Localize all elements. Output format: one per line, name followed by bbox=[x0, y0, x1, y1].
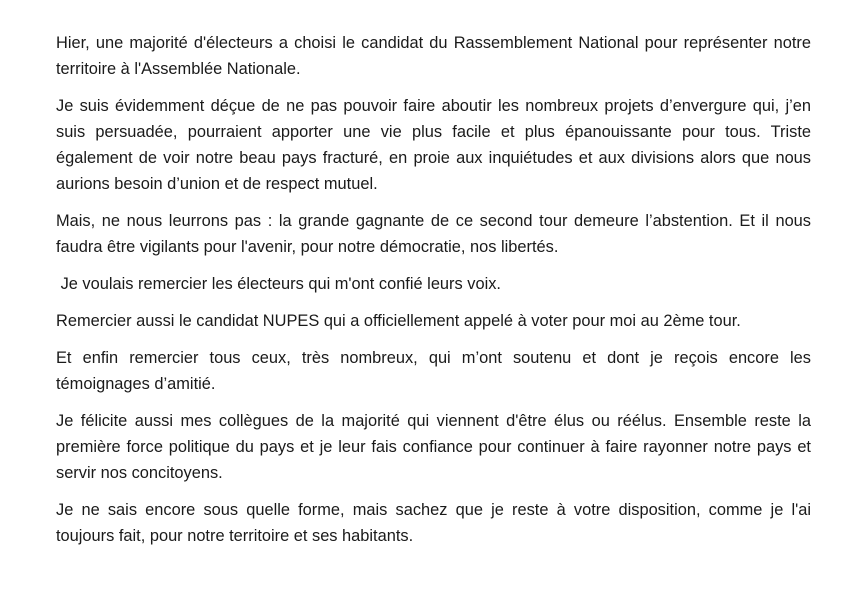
document-body bbox=[56, 30, 816, 560]
paragraph: Mais, ne nous leurrons pas : la grande gagnante de ce second tour demeure l’abstention. Et il nous faudra être vigilants pour l'avenir, pour notre démocratie, nos libertés. bbox=[56, 212, 816, 256]
paragraph: Je suis évidemment déçue de ne pas pouvoir faire aboutir les nombreux projets d’envergure qui, j’en suis persuadée, pourraient apporter une vie plus facile et plus épanouissante pour tous. Triste également de voir notre beau pays fracturé, en proie aux inquiétudes et aux divisions alors que nous aurions besoin d’union et de respect mutuel. bbox=[56, 97, 816, 193]
paragraph: Et enfin remercier tous ceux, très nombreux, qui m’ont soutenu et dont je reçois encore les témoignages d’amitié. bbox=[56, 349, 816, 393]
paragraph: Hier, une majorité d'électeurs a choisi le candidat du Rassemblement National pour représenter notre territoire à l'Assemblée Nationale. bbox=[56, 34, 816, 78]
paragraph: Je ne sais encore sous quelle forme, mais sachez que je reste à votre disposition, comme je l'ai toujours fait, pour notre territoire et ses habitants. bbox=[56, 501, 816, 545]
paragraph: Je félicite aussi mes collègues de la majorité qui viennent d'être élus ou réélus. Ensemble reste la première force politique du pays et je leur fais confiance pour continuer à faire rayonner notre pays et servir nos concitoyens. bbox=[56, 412, 816, 482]
paragraph: Je voulais remercier les électeurs qui m'ont confié leurs voix. bbox=[56, 275, 501, 293]
paragraph: Remercier aussi le candidat NUPES qui a officiellement appelé à voter pour moi au 2ème tour. bbox=[56, 312, 741, 330]
